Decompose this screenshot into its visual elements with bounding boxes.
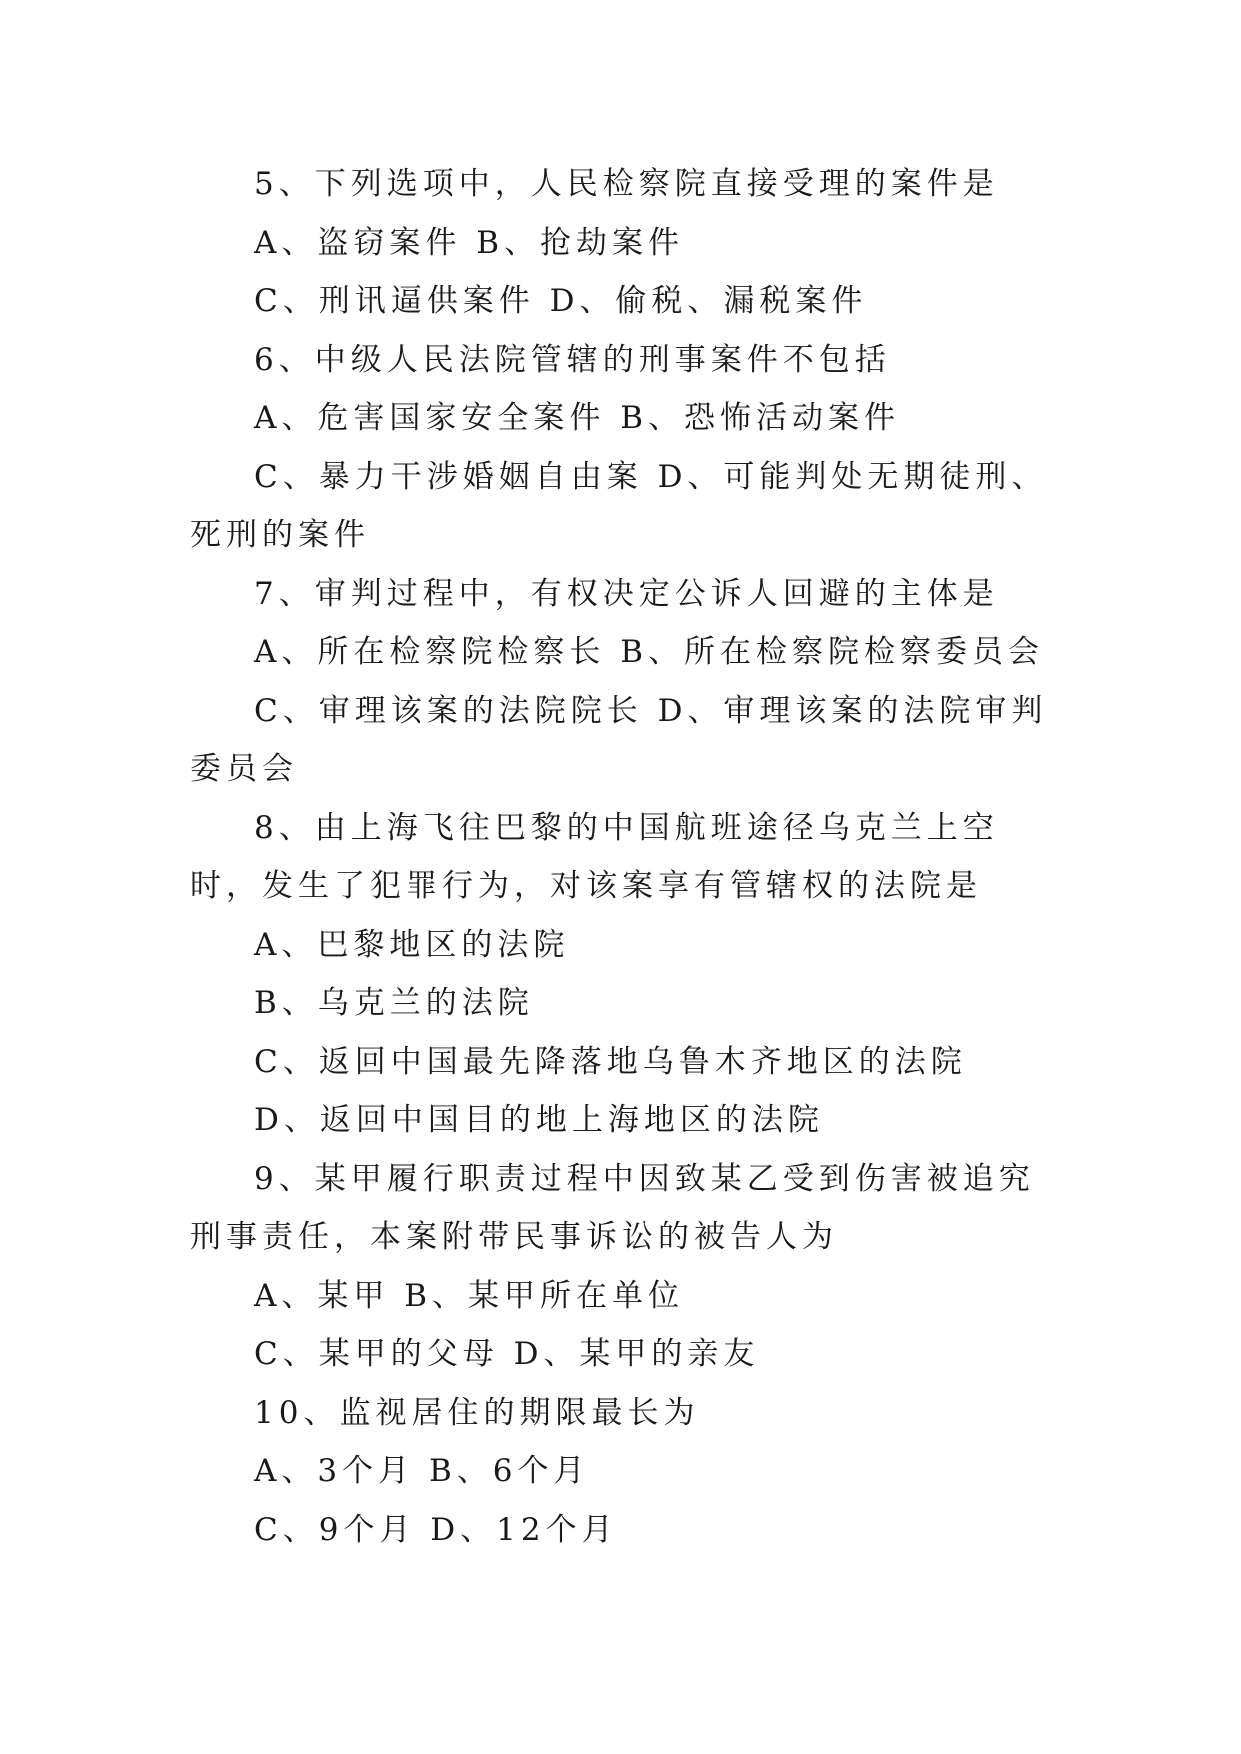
- question-6-stem: 6、中级人民法院管辖的刑事案件不包括: [254, 341, 891, 378]
- question-10-options-ab: A、3个月 B、6个月: [254, 1453, 590, 1489]
- question-5-options-cd: C、刑讯逼供案件 D、偷税、漏税案件: [254, 283, 868, 319]
- question-6-options-cd: C、暴力干涉婚姻自由案 D、可能判处无期徒刑、死刑的案件: [190, 458, 1048, 553]
- question-5-stem: 5、下列选项中，人民检察院直接受理的案件是: [254, 166, 999, 202]
- question-8-option-b: B、乌克兰的法院: [254, 985, 534, 1021]
- question-9-options-cd: C、某甲的父母 D、某甲的亲友: [254, 1336, 760, 1372]
- question-10-stem: 10、监视居住的期限最长为: [254, 1394, 700, 1431]
- question-8-stem: 8、由上海飞往巴黎的中国航班途径乌克兰上空时，发生了犯罪行为，对该案享有管辖权的法院是: [190, 809, 999, 904]
- question-8-option-d: D、返回中国目的地上海地区的法院: [254, 1102, 824, 1138]
- question-5-options-ab: A、盗窃案件 B、抢劫案件: [254, 224, 685, 261]
- question-8-option-c: C、返回中国最先降落地乌鲁木齐地区的法院: [254, 1043, 967, 1080]
- question-7-options-ab: A、所在检察院检察长 B、所在检察院检察委员会: [254, 634, 1045, 670]
- question-8-option-a: A、巴黎地区的法院: [254, 926, 570, 963]
- question-9-options-ab: A、某甲 B、某甲所在单位: [254, 1277, 685, 1314]
- document-body: [190, 155, 1050, 1559]
- question-9-stem: 9、某甲履行职责过程中因致某乙受到伤害被追究刑事责任，本案附带民事诉讼的被告人为: [190, 1160, 1035, 1255]
- question-10-options-cd: C、9个月 D、12个月: [254, 1511, 618, 1548]
- question-6-options-ab: A、危害国家安全案件 B、恐怖活动案件: [254, 400, 901, 436]
- question-7-options-cd: C、审理该案的法院院长 D、审理该案的法院审判委员会: [190, 692, 1048, 787]
- question-7-stem: 7、审判过程中，有权决定公诉人回避的主体是: [254, 575, 999, 612]
